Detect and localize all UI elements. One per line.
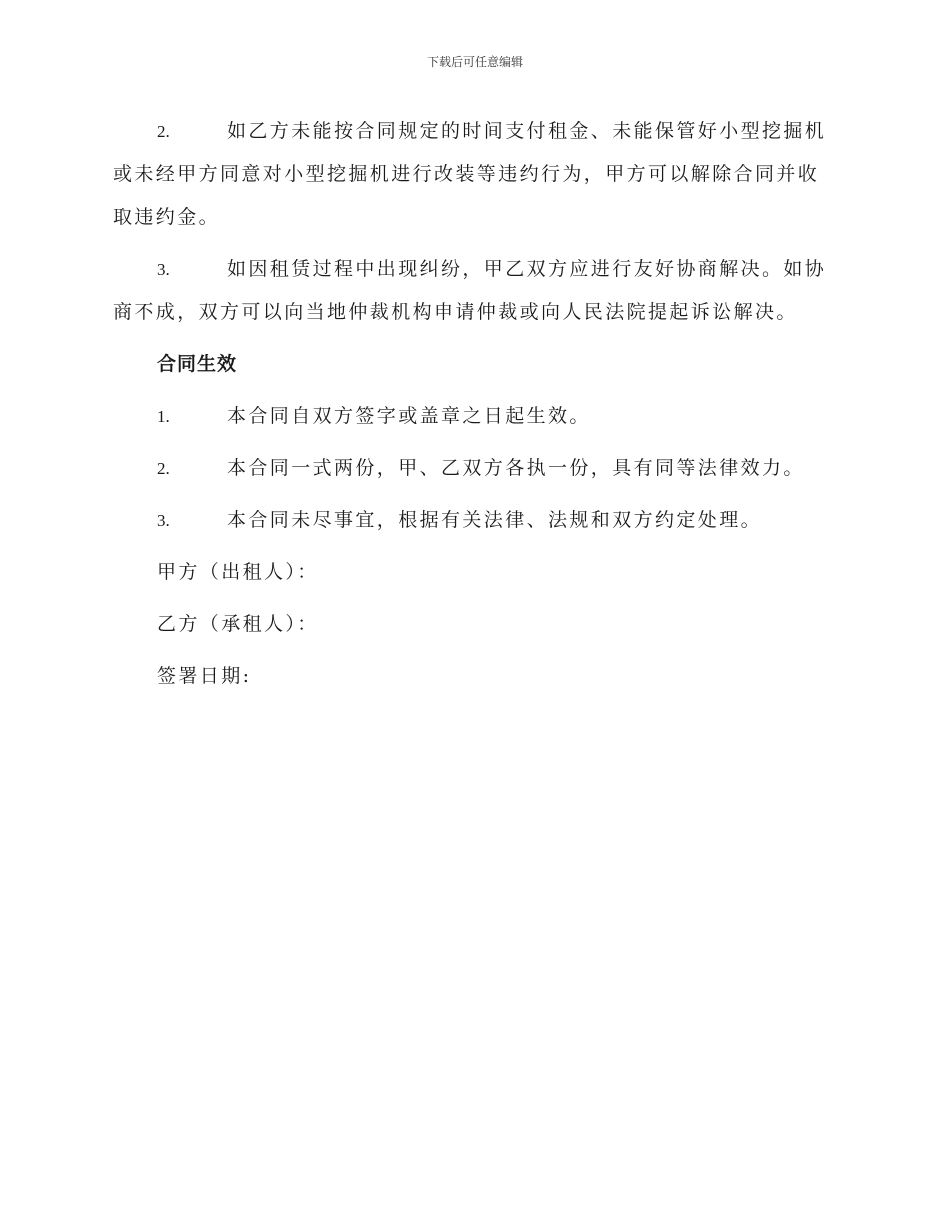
clause-text: 本合同未尽事宜，根据有关法律、法规和双方约定处理。 [227, 509, 763, 531]
clause-number: 2. [157, 459, 170, 478]
clause-text: 本合同自双方签字或盖章之日起生效。 [227, 405, 591, 427]
section-heading: 合同生效 [157, 353, 238, 375]
clause-text: 如因租赁过程中出现纠纷，甲乙双方应进行友好协商解决。如协商不成，双方可以向当地仲裁机构申请仲裁或向人民法院提起诉讼解决。 [113, 258, 827, 323]
clause-item [113, 110, 838, 239]
clause-text: 如乙方未能按合同规定的时间支付租金、未能保管好小型挖掘机或未经甲方同意对小型挖掘机进行改装等违约行为，甲方可以解除合同并收取违约金。 [113, 120, 827, 228]
clause-number: 3. [157, 511, 170, 530]
clause-text: 本合同一式两份，甲、乙双方各执一份，具有同等法律效力。 [227, 457, 805, 479]
clause-number: 3. [157, 260, 170, 279]
signing-date-line: 签署日期: [157, 665, 252, 687]
page-header: 下载后可任意编辑 [426, 55, 523, 69]
clause-item [113, 395, 838, 438]
clause-item [113, 499, 838, 542]
party-b-signature-line: 乙方（承租人）： [157, 613, 319, 635]
party-a-signature-line: 甲方（出租人）： [157, 561, 319, 583]
clause-number: 1. [157, 407, 170, 426]
clause-number: 2. [157, 122, 170, 141]
clause-item [113, 248, 838, 334]
document-body [113, 110, 838, 707]
clause-item [113, 447, 838, 490]
